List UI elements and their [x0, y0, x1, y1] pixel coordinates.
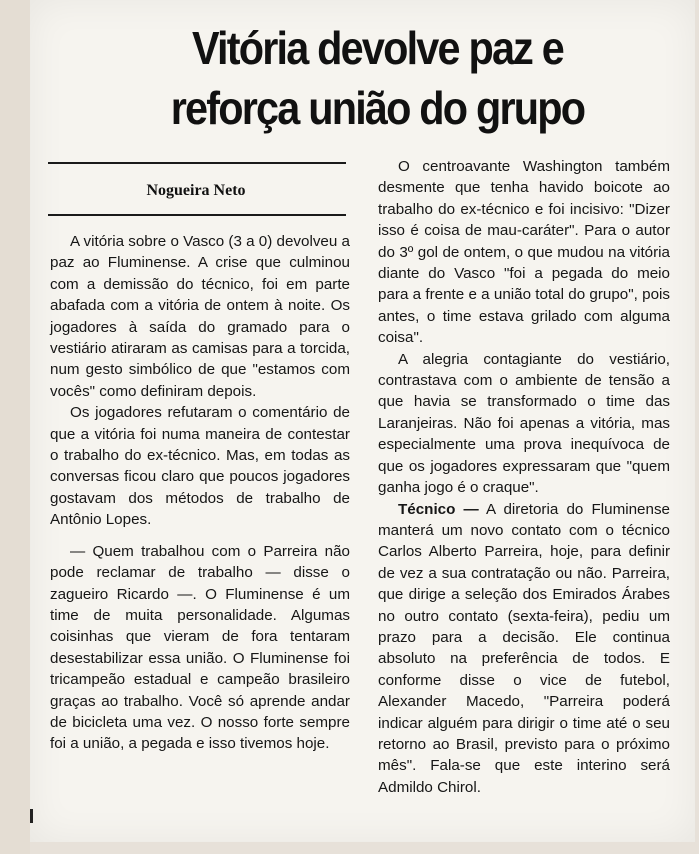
paragraph: O centroavante Washington também desmente que tenha havido boicote ao trabalho do ex-técnico e foi incisivo: "Dizer isso é coisa de mau-caráter". Para o autor do 3º gol de ontem, o que mudou na vitória diante do Vasco "foi a pegada do meio para a frente e a união total do grupo", pois antes, o time estava grilado com alguma coisa". [378, 158, 670, 347]
section-text: A diretoria do Fluminense manterá um novo contato com o técnico Carlos Alberto Parreira, hoje, para definir de vez a sua contratação ou não. Parreira, que dirige a seleção dos Emirados Árabes no outro contato (sexta-feira), pediu um prazo para a decisão. Ele continua absoluto na preferência de todos. E conforme disse o vice de futebol, Alexander Macedo, "Parreira poderá indicar alguém para dirigir o time até o seu retorno ao Brasil, previsto para o próximo mês". Fala-se que este interino será Admildo Chirol. [378, 500, 670, 796]
scan-margin [0, 0, 30, 854]
byline: Nogueira Neto [146, 182, 246, 199]
paragraph-tecnico [378, 499, 670, 799]
left-column [50, 231, 350, 755]
paragraph: — Quem trabalhou com o Parreira não pode reclamar de trabalho — disse o zagueiro Ricardo —. O Fluminense é um time de muita personalidade. Algumas coisinhas que vieram de fora tentaram desestabilizar essa união. O Fluminense foi tricampeão estadual e campeão brasileiro graças ao trabalho. Você só aprende andar de bicicleta uma vez. O nosso forte sempre foi a união, a pegada e isso tivemos hoje. [50, 542, 350, 753]
rule-above-byline [48, 162, 346, 164]
right-column [378, 156, 670, 798]
section-lead: Técnico — [398, 500, 479, 518]
rule-below-byline [48, 214, 346, 216]
headline-line-1: Vitória devolve paz e [191, 22, 563, 74]
paragraph: A vitória sobre o Vasco (3 a 0) devolveu a paz ao Fluminense. A crise que culminou com a demissão do técnico, foi em parte abafada com a vitória de ontem à noite. Os jogadores à saída do gramado para o vestiário atiraram as camisas para a torcida, num gesto simbólico de que "estamos com vocês" como definiram depois. [50, 233, 350, 400]
headline-line-2: reforça união do grupo [170, 82, 585, 134]
paragraph-gap [50, 531, 350, 541]
paragraph: A alegria contagiante do vestiário, contrastava com o ambiente de tensão a que havia se transformado o time das Laranjeiras. Não foi apenas a vitória, mas especialmente uma prova inequívoca de que os jogadores expressaram que "quem ganha jogo é o craque". [378, 350, 670, 497]
headline [92, 18, 664, 138]
paragraph: Os jogadores refutaram o comentário de que a vitória foi numa maneira de contestar o trabalho do ex-técnico. Mas, em todas as conversas ficou claro que poucos jogadores gostavam dos métodos de trabalho de Antônio Lopes. [50, 404, 350, 529]
print-mark [30, 809, 33, 823]
